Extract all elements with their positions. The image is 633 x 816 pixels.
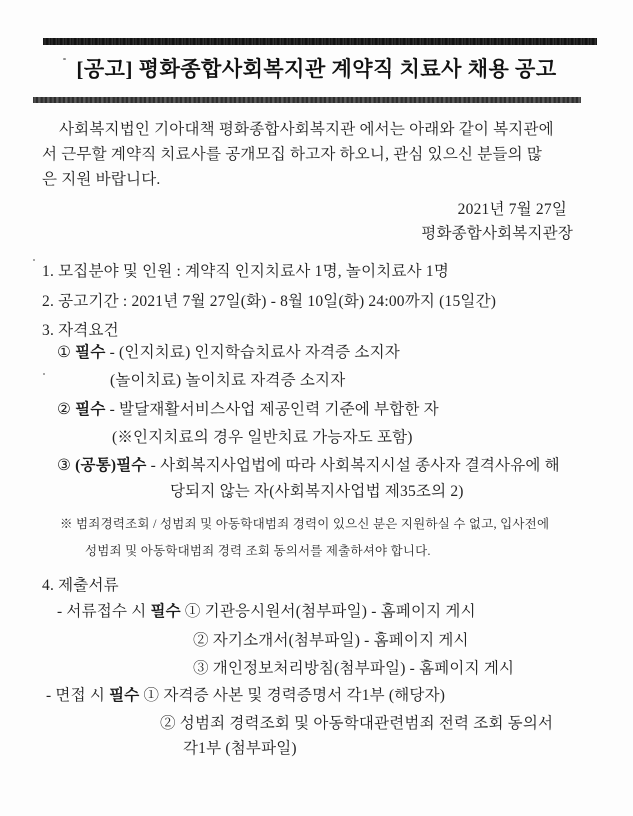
required-keyword: 필수 [150, 603, 181, 620]
interview-item-2: ② 성범죄 경력조회 및 아동학대관련범죄 전력 조회 동의서 [160, 715, 554, 732]
required-keyword: 필수 [109, 687, 140, 704]
qualification-3-line-1 [57, 456, 560, 476]
receipt-item-3: ③ 개인정보처리방침(첨부파일) - 홈페이지 게시 [193, 660, 515, 677]
criminal-record-note-line-1: ※ 범죄경력조회 / 성범죄 및 아동학대범죄 경력이 있으신 분은 지원하실 수 없고, 입사전에 [60, 517, 550, 531]
circled-number-2: ② [57, 401, 76, 418]
intro-line-2: 서 근무할 계약직 치료사를 공개모집 하고자 하오니, 관심 있으신 분들의 많 [42, 146, 543, 163]
scan-speck [33, 259, 35, 261]
signature: 평화종합사회복지관장 [421, 225, 573, 242]
intro-line-3: 은 지원 바랍니다. [42, 171, 161, 188]
qualification-3-text: - 사회복지사업법에 따라 사회복지시설 종사자 결격사유에 해 [146, 457, 560, 474]
interview-line-1 [46, 686, 445, 706]
required-keyword: 필수 [75, 344, 106, 361]
item-recruitment-field: 1. 모집분야 및 인원 : 계약직 인지치료사 1명, 놀이치료사 1명 [42, 263, 449, 280]
item-announcement-period: 2. 공고기간 : 2021년 7월 27일(화) - 8월 10일(화) 24:00까지 (15일간) [42, 293, 497, 310]
title-underline-rule [33, 97, 581, 103]
interview-label: - 면접 시 [46, 687, 110, 704]
criminal-record-note-line-2: 성범죄 및 아동학대범죄 경력 조회 동의서를 제출하셔야 합니다. [85, 544, 431, 558]
common-required-keyword: (공통)필수 [75, 457, 147, 474]
qualification-2-line-1 [57, 400, 439, 420]
qualification-2-line-2: (※인지치료의 경우 일반치료 가능자도 포함) [112, 429, 413, 446]
receipt-item-2: ② 자기소개서(첨부파일) - 홈페이지 게시 [193, 632, 469, 649]
item-documents-heading: 4. 제출서류 [42, 577, 119, 594]
item-qualifications-heading: 3. 자격요건 [42, 322, 119, 339]
qualification-1-text: - (인지치료) 인지학습치료사 자격증 소지자 [105, 344, 400, 361]
required-keyword: 필수 [75, 401, 106, 418]
interview-item-1: ① 자격증 사본 및 경력증명서 각1부 (해당자) [139, 687, 446, 704]
receipt-item-1: ① 기관응시원서(첨부파일) - 홈페이지 게시 [180, 603, 476, 620]
announcement-date: 2021년 7월 27일 [457, 201, 567, 218]
interview-item-2-continued: 각1부 (첨부파일) [183, 740, 297, 757]
scan-speck [43, 373, 45, 375]
page-title: [공고] 평화종합사회복지관 계약직 치료사 채용 공고 [76, 57, 557, 81]
document-receipt-line-1 [57, 602, 476, 622]
qualification-3-line-2: 당되지 않는 자(사회복지사업법 제35조의 2) [170, 483, 464, 500]
circled-number-1: ① [57, 344, 76, 361]
qualification-2-text: - 발달재활서비스사업 제공인력 기준에 부합한 자 [105, 401, 439, 418]
intro-line-1: 사회복지법인 기아대책 평화종합사회복지관 에서는 아래와 같이 복지관에 [59, 121, 554, 138]
receipt-label: - 서류접수 시 [57, 603, 151, 620]
circled-number-3: ③ [57, 457, 76, 474]
qualification-1-line-2: (놀이치료) 놀이치료 자격증 소지자 [110, 372, 346, 389]
scan-speck [63, 58, 66, 60]
qualification-1-line-1 [57, 343, 400, 363]
top-rule [43, 38, 597, 45]
